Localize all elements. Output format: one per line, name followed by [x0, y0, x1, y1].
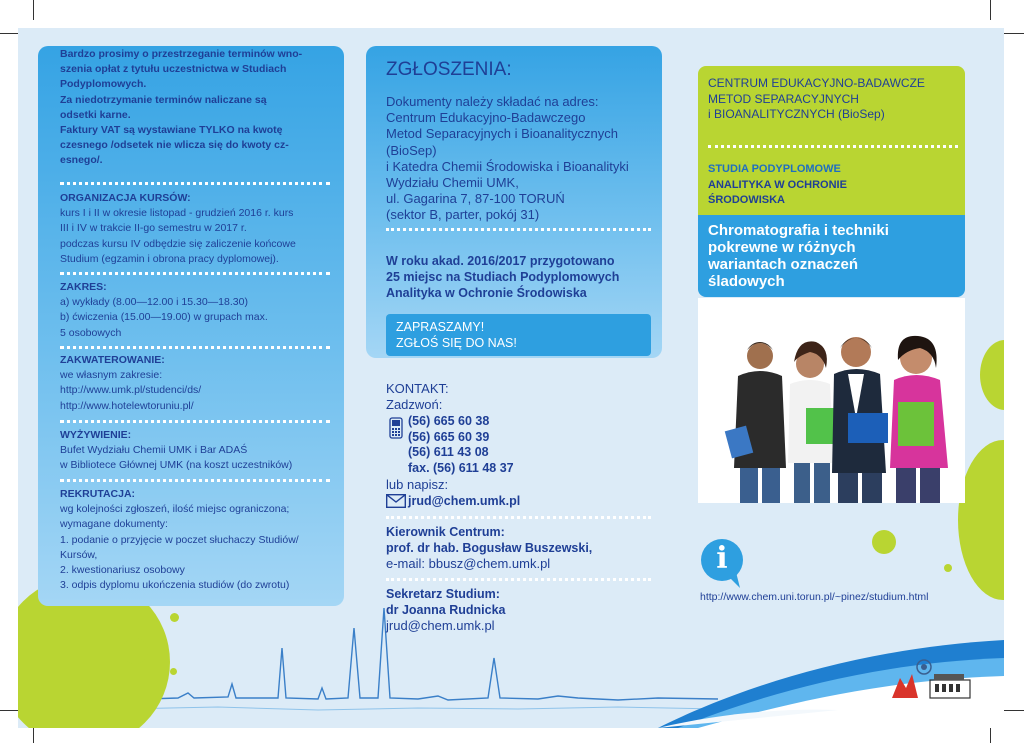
zgloszenia-title: ZGŁOSZENIA:: [386, 59, 512, 80]
hotels-link[interactable]: http://www.hotelewtoruniu.pl/: [60, 399, 194, 412]
address-line: ul. Gagarina 7, 87-100 TORUŃ: [386, 191, 565, 207]
cta-line: ZAPRASZAMY!: [396, 320, 485, 334]
dotted-divider: [60, 479, 330, 482]
rekrutacja-line: 2. kwestionariusz osobowy: [60, 564, 185, 577]
crop-mark: [1004, 710, 1024, 711]
course-title-line: wariantach oznaczeń: [708, 256, 859, 273]
zakwaterowanie-heading: ZAKWATEROWANIE:: [60, 354, 165, 366]
rekrutacja-line: wg kolejności zgłoszeń, ilość miejsc ograniczona;: [60, 503, 290, 516]
cta-line: ZGŁOŚ SIĘ DO NAS!: [396, 335, 517, 350]
lime-circle-right: [980, 340, 1004, 410]
cta-box[interactable]: [386, 314, 651, 356]
rekrutacja-line: wymagane dokumenty:: [60, 518, 168, 531]
sekretarz-label: Sekretarz Studium:: [386, 587, 500, 601]
lime-dot: [872, 530, 896, 554]
rekrutacja-section: [60, 487, 340, 593]
dotted-divider: [60, 182, 330, 185]
phone-numbers: [408, 414, 514, 476]
kierownik-email[interactable]: e-mail: bbusz@chem.umk.pl: [386, 556, 551, 571]
address-line: i Katedra Chemii Środowiska i Bioanalityki: [386, 158, 629, 174]
envelope-icon: [386, 494, 406, 508]
zakres-line: b) ćwiczenia (15.00—19.00) w grupach max.: [60, 311, 268, 324]
payment-notice: [60, 47, 330, 169]
zadzwon-label: Zadzwoń:: [386, 397, 443, 412]
lime-dot: [170, 613, 179, 622]
center-name-line: i BIOANALITYCZNYCH (BioSep): [708, 107, 885, 121]
lime-dot: [944, 564, 952, 572]
address-line: (sektor B, parter, pokój 31): [386, 207, 540, 223]
rekrutacja-heading: REKRUTACJA:: [60, 488, 136, 500]
rekrutacja-line: 1. podanie o przyjęcie w poczet słuchaczy Studiów/: [60, 533, 299, 546]
center-name-line: CENTRUM EDUKACYJNO-BADAWCZE: [708, 76, 925, 90]
organizacja-section: [60, 191, 335, 267]
zakwaterowanie-section: [60, 353, 335, 414]
dotted-divider: [386, 516, 651, 519]
course-title-box: [698, 215, 965, 297]
phone-number[interactable]: (56) 611 43 08: [408, 445, 489, 460]
studia-label: STUDIA PODYPLOMOWE: [708, 163, 841, 175]
sekretarz-name: dr Joanna Rudnicka: [386, 603, 506, 617]
crop-mark: [0, 710, 20, 711]
contact-email[interactable]: jrud@chem.umk.pl: [408, 494, 521, 508]
crop-mark: [0, 33, 20, 34]
address-line: Dokumenty należy składać na adres:: [386, 94, 599, 109]
zakwaterowanie-line: we własnym zakresie:: [60, 369, 163, 382]
info-glyph: i: [716, 541, 728, 576]
crop-mark: [33, 0, 34, 20]
studia-line: ANALITYKA W OCHRONIE: [708, 179, 847, 191]
organizacja-heading: ORGANIZACJA KURSÓW:: [60, 192, 191, 204]
studia-name: [708, 178, 847, 207]
organizacja-line: podczas kursu IV odbędzie się zaliczenie końcowe: [60, 237, 296, 250]
address-block: [386, 94, 658, 224]
rekrutacja-line: Kursów,: [60, 548, 98, 561]
notice-line: esnego/.: [60, 154, 103, 167]
notice-line: Faktury VAT są wystawiane TYLKO na kwotę: [60, 124, 283, 137]
course-title-line: pokrewne w różnych: [708, 239, 856, 256]
notice-line: szenia opłat z tytułu uczestnictwa w Studiach: [60, 63, 287, 76]
notice-line: Za niedotrzymanie terminów naliczane są: [60, 93, 267, 106]
dotted-divider: [60, 272, 330, 275]
crop-mark: [990, 0, 991, 20]
fax-number[interactable]: fax. (56) 611 48 37: [408, 460, 514, 475]
napisz-label: lub napisz:: [386, 477, 449, 492]
center-name: [708, 76, 963, 123]
course-title-line: Chromatografia i techniki: [708, 222, 889, 239]
kontakt-label: KONTAKT:: [386, 381, 449, 396]
phone-number[interactable]: (56) 665 60 39: [408, 429, 490, 444]
studia-line: ŚRODOWISKA: [708, 193, 785, 206]
phone-icon: [389, 417, 403, 439]
phone-number[interactable]: (56) 665 60 38: [408, 414, 490, 428]
dotted-divider: [60, 346, 330, 349]
wyzywienie-line: w Bibliotece Głównej UMK (na koszt uczestników): [60, 459, 293, 472]
announcement-line: 25 miejsc na Studiach Podyplomowych: [386, 270, 620, 284]
zakres-section: [60, 280, 335, 341]
center-name-line: METOD SEPARACYJNYCH: [708, 91, 859, 106]
address-line: Metod Separacyjnych i Bioanalitycznych: [386, 126, 618, 142]
announcement-line: Analityka w Ochronie Środowiska: [386, 286, 587, 300]
zakres-heading: ZAKRES:: [60, 281, 107, 293]
crop-mark: [1004, 33, 1024, 34]
dotted-divider: [60, 420, 330, 423]
dotted-divider: [708, 145, 958, 148]
kierownik-label: Kierownik Centrum:: [386, 525, 505, 539]
dormitory-link[interactable]: http://www.umk.pl/studenci/ds/: [60, 384, 202, 397]
lime-dot: [170, 668, 177, 675]
wyzywienie-heading: WYŻYWIENIE:: [60, 429, 132, 441]
organizacja-line: Studium (egzamin i obrona pracy dyplomowej).: [60, 252, 279, 265]
address-line: Centrum Edukacyjno-Badawczego: [386, 110, 586, 126]
wyzywienie-section: [60, 428, 335, 474]
announcement-block: [386, 253, 658, 301]
announcement-line: W roku akad. 2016/2017 przygotowano: [386, 254, 615, 268]
zakres-line: a) wykłady (8.00—12.00 i 15.30—18.30): [60, 296, 248, 309]
dotted-divider: [386, 228, 651, 231]
wyzywienie-line: Bufet Wydziału Chemii UMK i Bar ADAŚ: [60, 444, 248, 457]
rekrutacja-line: 3. odpis dyplomu ukończenia studiów (do zwrotu): [60, 579, 290, 592]
kierownik-name: prof. dr hab. Bogusław Buszewski,: [386, 541, 593, 555]
zakres-line: 5 osobowych: [60, 326, 122, 339]
notice-line: czesnego /odsetek nie wlicza się do kwoty cz-: [60, 139, 289, 152]
students-photo: [698, 298, 965, 503]
umk-logo-icon: [890, 658, 974, 702]
lime-dot: [122, 638, 148, 664]
address-line: Wydziału Chemii UMK,: [386, 175, 519, 191]
notice-line: odsetki karne.: [60, 108, 131, 121]
organizacja-line: III i IV w trakcie II-go semestru w 2017 r.: [60, 222, 247, 235]
organizacja-line: kurs I i II w okresie listopad - grudzień 2016 r. kurs: [60, 207, 294, 220]
address-line: (BioSep): [386, 142, 437, 158]
course-title-line: śladowych: [708, 273, 785, 290]
dotted-divider: [386, 578, 651, 581]
notice-line: Podyplomowych.: [60, 78, 147, 91]
brochure-background: [18, 28, 1004, 728]
sekretarz-email[interactable]: jrud@chem.umk.pl: [386, 618, 495, 633]
course-url[interactable]: http://www.chem.uni.torun.pl/~pinez/studium.html: [700, 591, 929, 603]
notice-line: Bardzo prosimy o przestrzeganie terminów wno-: [60, 48, 303, 60]
